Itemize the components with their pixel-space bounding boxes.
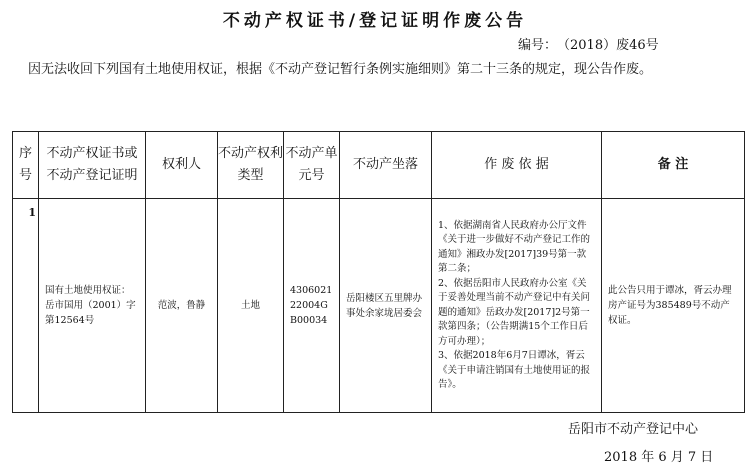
table-row <box>13 199 745 413</box>
page-title: 不动产权证书/登记证明作废公告 <box>222 11 528 31</box>
issue-date: 2018 年 6 月 7 日 <box>604 450 714 465</box>
header-cert: 不动产权证书或 不动产登记证明 <box>39 132 146 199</box>
header-holder: 权利人 <box>146 132 218 199</box>
cell-remark: 此公告只用于谭冰，胥云办理房产证号为385489号不动产权证。 <box>602 199 745 413</box>
intro-paragraph: 因无法收回下列国有土地使用权证，根据《不动产登记暂行条例实施细则》第二十三条的规定，现公告作废。 <box>28 62 653 77</box>
cancellation-table <box>12 131 745 413</box>
header-location: 不动产坐落 <box>340 132 432 199</box>
cell-unit: 430602122004GB00034 <box>284 199 340 413</box>
table-header-row <box>13 132 745 199</box>
cell-location: 岳阳楼区五里牌办事处余家垅居委会 <box>340 199 432 413</box>
header-remark: 备 注 <box>602 132 745 199</box>
header-seq: 序 号 <box>13 132 39 199</box>
header-type: 不动产权利 类型 <box>218 132 284 199</box>
cell-seq: 1 <box>13 199 39 413</box>
basis-item: 2、依据岳阳市人民政府办公室《关于妥善处理当前不动产登记中有关问题的通知》岳政办发[2017]2号第一款第四条；（公告期满15个工作日后方可办理）； <box>438 277 591 347</box>
header-basis: 作 废 依 据 <box>432 132 602 199</box>
basis-item: 3、依据2018年6月7日谭冰，胥云《关于申请注销国有土地使用证的报告》。 <box>438 350 591 390</box>
cell-basis <box>432 199 602 413</box>
basis-item: 1、依据湖南省人民政府办公厅文件《关于进一步做好不动产登记工作的通知》湘政办发[2017]39号第一款第二条； <box>438 219 591 274</box>
header-unit: 不动产单 元号 <box>284 132 340 199</box>
cell-holder: 范波，鲁静 <box>146 199 218 413</box>
cell-cert: 国有土地使用权证：岳市国用（2001）字第12564号 <box>39 199 146 413</box>
cell-type: 土地 <box>218 199 284 413</box>
issuer: 岳阳市不动产登记中心 <box>568 422 699 437</box>
document-number: 编号： （2018）废46号 <box>518 38 659 53</box>
